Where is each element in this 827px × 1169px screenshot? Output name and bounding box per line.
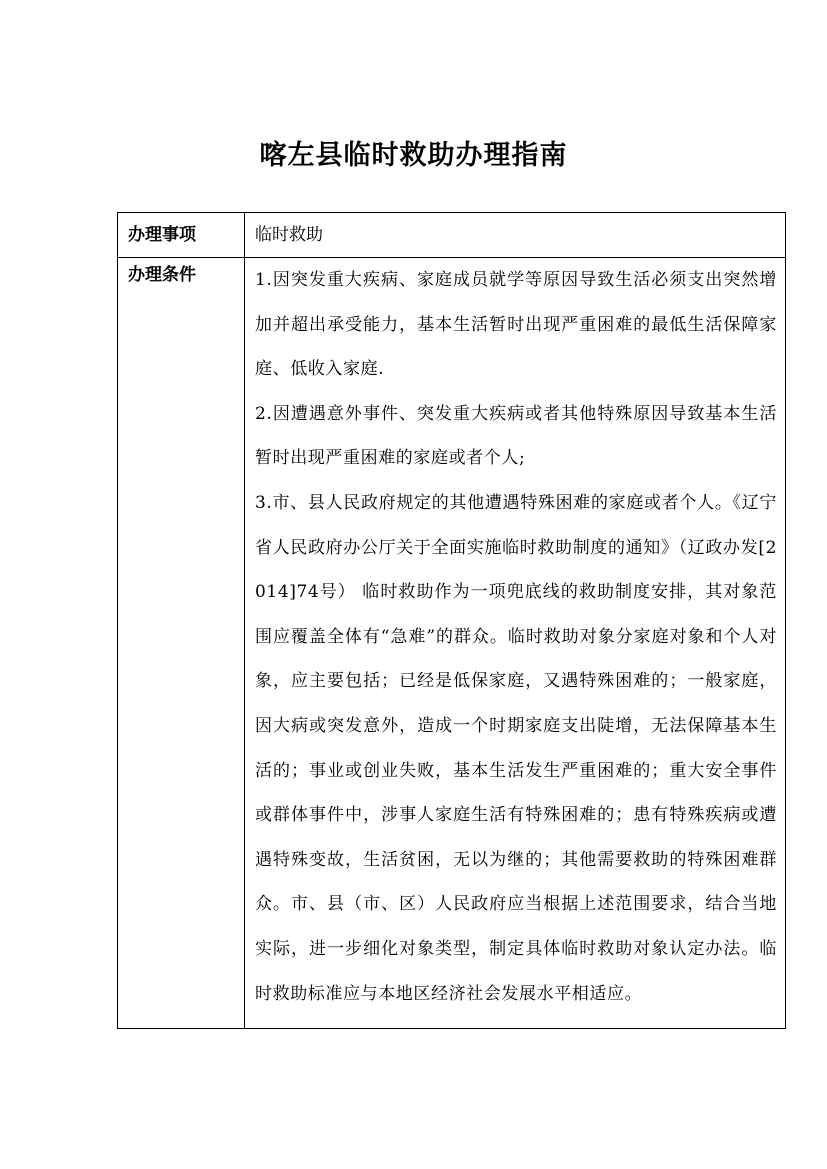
table-row-conditions — [118, 258, 786, 1029]
condition-paragraph-3: 3.市、县人民政府规定的其他遭遇特殊困难的家庭或者个人。《辽宁省人民政府办公厅关于全面实施临时救助制度的通知》（辽政办发[2014]74号） 临时救助作为一项兜底线的救助制度安排，其对象范围应覆盖全体有“急难”的群众。临时救助对象分家庭对象和个人对象，应主要包括；已经是低保家庭，又遇特殊困难的；一般家庭，因大病或突发意外，造成一个时期家庭支出陡增，无法保障基本生活的；事业或创业失败，基本生活发生严重困难的；重大安全事件或群体事件中，涉事人家庭生活有特殊困难的；患有特殊疾病或遭遇特殊变故，生活贫困，无以为继的；其他需要救助的特殊困难群众。市、县（市、区）人民政府应当根据上述范围要求，结合当地实际，进一步细化对象类型，制定具体临时救助对象认定办法。临时救助标准应与本地区经济社会发展水平相适应。 — [255, 492, 777, 1004]
condition-paragraph-1: 1.因突发重大疾病、家庭成员就学等原因导致生活必须支出突然增加并超出承受能力，基本生活暂时出现严重困难的最低生活保障家庭、低收入家庭. — [255, 270, 777, 380]
value-cell-conditions — [245, 258, 786, 1029]
label-cell-conditions: 办理条件 — [118, 258, 245, 1029]
guide-table — [117, 212, 786, 1029]
page-title: 喀左县临时救助办理指南 — [259, 140, 568, 171]
condition-paragraph-2: 2.因遭遇意外事件、突发重大疾病或者其他特殊原因导致基本生活暂时出现严重困难的家庭或者个人; — [255, 403, 777, 469]
value-cell-item: 临时救助 — [245, 213, 786, 258]
table-row-item — [118, 213, 786, 258]
label-cell-item: 办理事项 — [118, 213, 245, 258]
